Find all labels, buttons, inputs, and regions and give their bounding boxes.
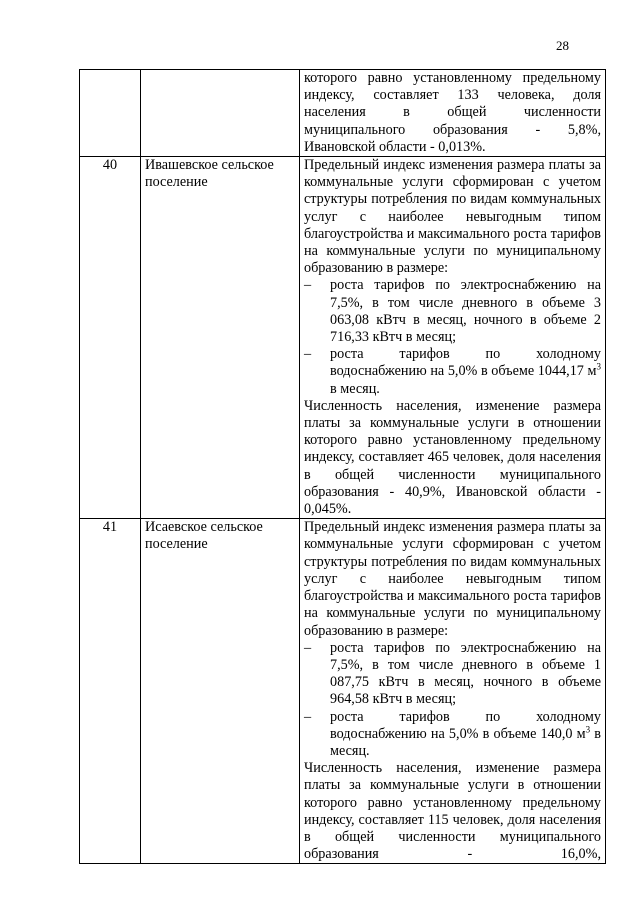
- list-item: [304, 346, 601, 398]
- list-item: [304, 277, 601, 346]
- outro-paragraph: Численность населения, изменение размера платы за коммунальные услуги в отношении которого равно установленному предельному индексу, составляет 115 человек, доля населения в общей численности муниципального образования - 16,0%,: [304, 760, 601, 863]
- municipality-name-cell: Исаевское сельское поселение: [141, 519, 300, 864]
- municipality-name-cell: Ивашевское сельское поселение: [141, 157, 300, 519]
- electricity-item: роста тарифов по электроснабжению на 7,5%, в том числе дневного в объеме 3 063,08 кВтч в месяц, ночного в объеме 2 716,33 кВтч в месяц;: [330, 277, 601, 346]
- water-item: роста тарифов по холодному водоснабжению на 5,0% в объеме 140,0 м: [330, 708, 601, 742]
- intro-paragraph: Предельный индекс изменения размера платы за коммунальные услуги сформирован с учетом структуры потребления по видам коммунальных услуг с наиболее невыгодным типом благоустройства и максимального роста тарифов на коммунальные услуги по муниципальному образованию в размере:: [304, 519, 601, 639]
- electricity-item: роста тарифов по электроснабжению на 7,5%, в том числе дневного в объеме 1 087,75 кВтч в месяц, ночного в объеме 964,58 кВтч в месяц;: [330, 639, 601, 708]
- tariff-list: [304, 640, 601, 760]
- water-item-tail: в месяц.: [330, 725, 602, 759]
- superscript: 3: [585, 723, 591, 734]
- row-number-cell: [80, 70, 141, 157]
- dash-bullet: –: [304, 639, 312, 656]
- municipality-name-cell: [141, 70, 300, 157]
- list-item: [304, 709, 601, 761]
- page-number: 28: [556, 38, 569, 53]
- municipal-tariff-table: [79, 69, 606, 864]
- table-row: [80, 157, 606, 519]
- row-number-cell: 41: [80, 519, 141, 864]
- continued-paragraph: которого равно установленному предельному индексу, составляет 133 человека, доля населения в общей численности муниципального образования - 5,8%, Ивановской области - 0,013%.: [304, 70, 601, 155]
- tariff-list: [304, 277, 601, 397]
- row-number-cell: 40: [80, 157, 141, 519]
- dash-bullet: –: [304, 346, 312, 363]
- list-item: [304, 640, 601, 709]
- table-row: [80, 519, 606, 864]
- water-item-tail: в месяц.: [330, 380, 380, 397]
- dash-bullet: –: [304, 277, 312, 294]
- dash-bullet: –: [304, 708, 312, 725]
- intro-paragraph: Предельный индекс изменения размера платы за коммунальные услуги сформирован с учетом структуры потребления по видам коммунальных услуг с наиболее невыгодным типом благоустройства и максимального роста тарифов на коммунальные услуги по муниципальному образованию в размере:: [304, 157, 601, 277]
- description-cell: [300, 157, 606, 519]
- superscript: 3: [596, 361, 601, 372]
- description-cell: [300, 519, 606, 864]
- description-cell: [300, 70, 606, 157]
- outro-paragraph: Численность населения, изменение размера платы за коммунальные услуги в отношении которого равно установленному предельному индексу, составляет 465 человек, доля населения в общей численности муниципального образования - 40,9%, Ивановской области - 0,045%.: [304, 397, 601, 518]
- water-item: роста тарифов по холодному водоснабжению на 5,0% в объеме 1044,17 м: [330, 346, 601, 380]
- table-row: [80, 70, 606, 157]
